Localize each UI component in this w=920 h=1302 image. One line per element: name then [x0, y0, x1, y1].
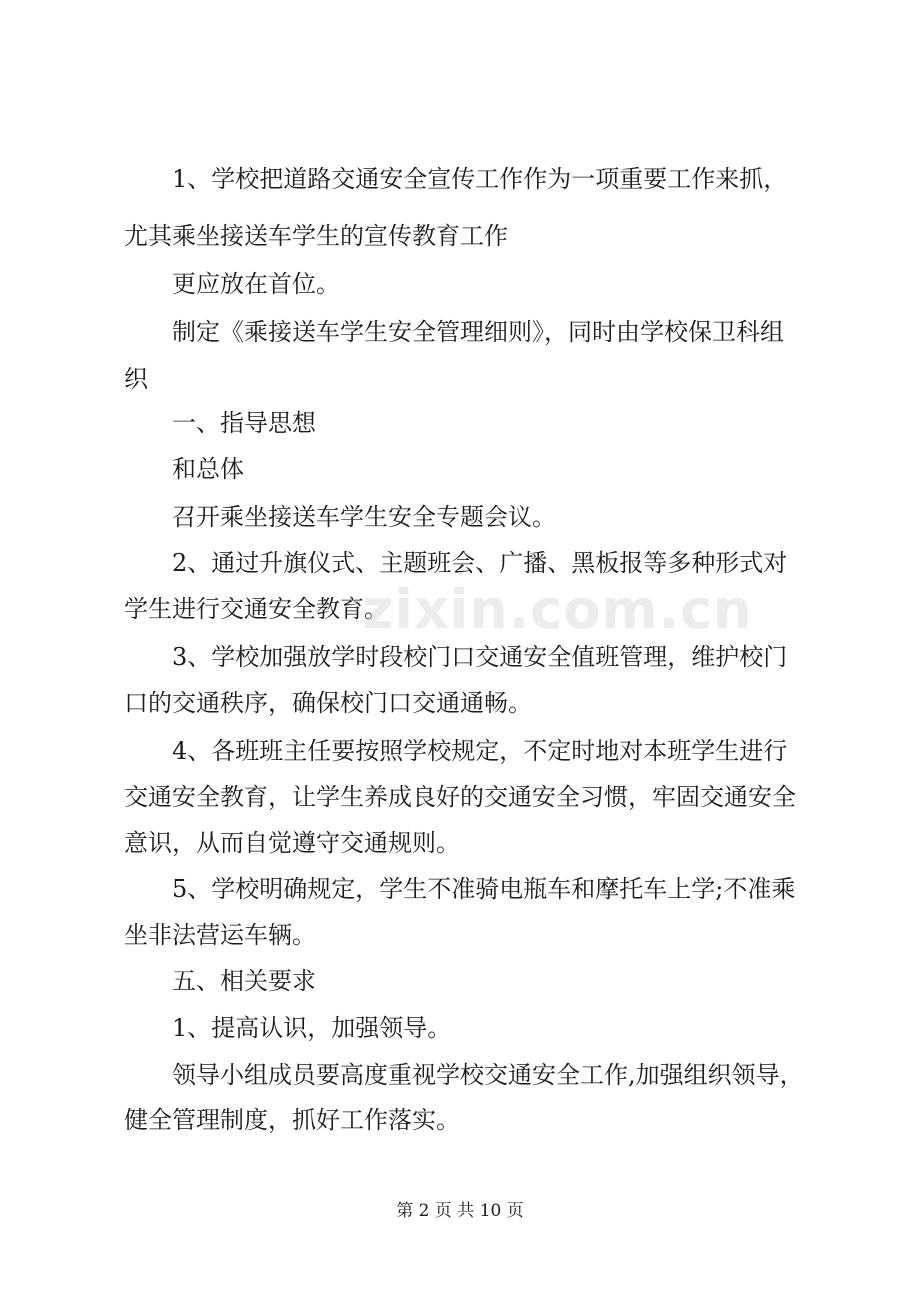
paragraph-line: 和总体	[172, 455, 244, 483]
paragraph-line: 口的交通秩序，确保校门口交通通畅。	[124, 689, 532, 717]
paragraph-line: 坐非法营运车辆。	[124, 921, 316, 949]
paragraph-line: 织	[124, 365, 148, 393]
paragraph-line: 制定《乘接送车学生安全管理细则》，同时由学校保卫科组	[172, 318, 784, 346]
paragraph-line: 意识，从而自觉遵守交通规则。	[124, 829, 460, 857]
paragraph-line: 交通安全教育，让学生养成良好的交通安全习惯，牢固交通安全	[124, 783, 796, 811]
section-heading: 五、相关要求	[172, 967, 316, 995]
paragraph-line: 学生进行交通安全教育。	[124, 595, 388, 623]
page-footer: 第 2 页 共 10 页	[396, 1201, 524, 1221]
paragraph-line: 召开乘坐接送车学生安全专题会议。	[172, 503, 556, 531]
paragraph-line: 领导小组成员要高度重视学校交通安全工作,加强组织领导，	[172, 1061, 804, 1089]
paragraph-line: 4、各班班主任要按照学校规定，不定时地对本班学生进行	[172, 737, 788, 765]
paragraph-line: 5、学校明确规定，学生不准骑电瓶车和摩托车上学;不准乘	[172, 875, 796, 903]
section-heading: 一、指导思想	[172, 409, 316, 437]
paragraph-line: 3、学校加强放学时段校门口交通安全值班管理，维护校门	[172, 643, 788, 671]
paragraph-line: 1、学校把道路交通安全宣传工作作为一项重要工作来抓，	[172, 165, 788, 193]
watermark: zixin.com.cn	[362, 578, 753, 641]
paragraph-line: 2、通过升旗仪式、主题班会、广播、黑板报等多种形式对	[172, 549, 788, 577]
paragraph-line: 更应放在首位。	[172, 270, 340, 298]
paragraph-line: 健全管理制度，抓好工作落实。	[124, 1106, 460, 1134]
paragraph-line: 尤其乘坐接送车学生的宣传教育工作	[124, 222, 508, 250]
paragraph-line: 1、提高认识，加强领导。	[172, 1014, 452, 1042]
